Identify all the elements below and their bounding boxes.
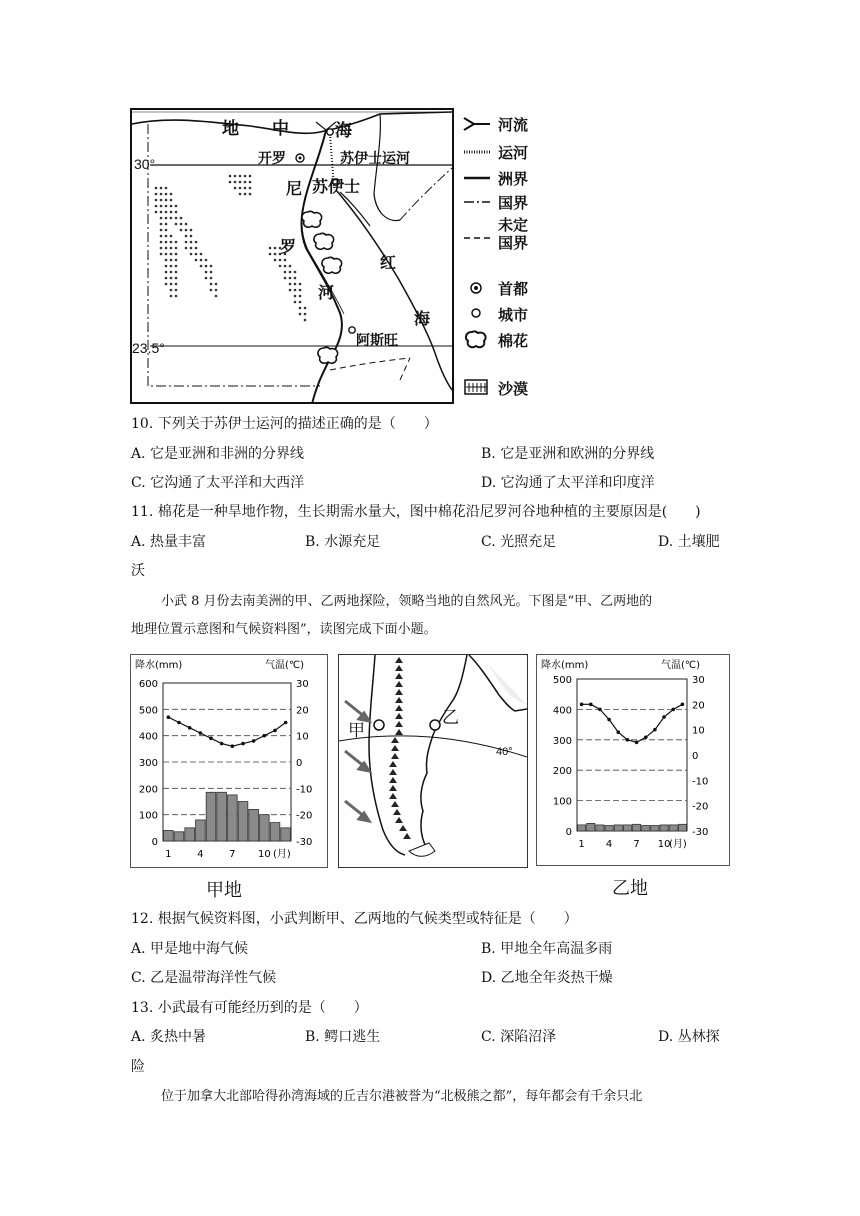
precip-bar: [596, 825, 604, 831]
q10-stem: 10. 下列关于苏伊士运河的描述正确的是（ ）: [131, 416, 438, 432]
q13-option-d[interactable]: D. 丛林探: [658, 1029, 720, 1045]
desert-icon: [465, 380, 487, 394]
y-tick-precip: 600: [138, 679, 158, 690]
map-label-suez-canal: 苏伊士运河: [340, 151, 410, 167]
ylabel-temp: 气温(℃): [265, 660, 305, 671]
y-tick-precip: 200: [552, 766, 572, 778]
precip-bar: [260, 815, 270, 841]
x-tick-month: 4: [605, 839, 613, 850]
y-tick-precip: 100: [138, 810, 158, 822]
temp-point: [167, 715, 171, 719]
q12-stem: 12. 根据气候资料图，小武判断甲、乙两地的气候类型或特征是（ ）: [131, 911, 578, 927]
q12-option-b[interactable]: B. 甲地全年高温多雨: [481, 941, 613, 957]
temp-point: [284, 721, 288, 725]
y-tick-temp: 0: [692, 751, 699, 762]
ylabel-temp: 气温(℃): [661, 660, 701, 671]
temp-point: [616, 730, 620, 734]
q12-option-d[interactable]: D. 乙地全年炎热干燥: [481, 970, 613, 986]
q13-option-b[interactable]: B. 鳄口逃生: [305, 1029, 381, 1045]
river-icon: [464, 118, 490, 130]
precip-bar: [270, 823, 280, 841]
legend-label-river: 河流: [498, 116, 529, 134]
temp-point: [626, 738, 630, 742]
temp-point: [188, 726, 192, 730]
q10-option-b[interactable]: B. 它是亚洲和欧洲的分界线: [481, 446, 655, 462]
temp-point: [653, 728, 657, 732]
y-tick-temp: -10: [296, 784, 313, 796]
map-legend: [462, 112, 542, 402]
map-label-nile-3: 河: [318, 283, 335, 302]
lat-23-label: 23.5°: [132, 340, 165, 356]
x-tick-month: 4: [197, 849, 204, 860]
legend-label-national: 国界: [498, 194, 529, 212]
precip-bar: [642, 826, 650, 831]
map-label-nile-1: 尼: [286, 179, 303, 198]
precip-bar: [281, 828, 291, 841]
y-tick-temp: -30: [296, 837, 313, 848]
map-label-med-1: 地: [222, 119, 239, 139]
precip-bar: [238, 802, 248, 842]
precip-bar: [185, 828, 195, 841]
x-tick-month: 1: [165, 849, 172, 860]
y-tick-precip: 200: [138, 784, 158, 796]
temp-point: [580, 703, 584, 707]
temp-point: [252, 739, 256, 743]
precip-bar: [206, 792, 216, 841]
x-tick-month: 10: [657, 839, 671, 850]
y-tick-precip: 0: [151, 837, 158, 848]
q11-option-b[interactable]: B. 水源充足: [305, 534, 381, 550]
south-america-map: [338, 654, 528, 868]
y-tick-precip: 300: [552, 735, 572, 747]
intro-paragraph-1: 小武 8 月份去南美洲的甲、乙两地探险，领略当地的自然风光。下图是“甲、乙两地的: [161, 594, 653, 609]
map-label-med-3: 海: [335, 121, 352, 141]
precip-bar: [228, 795, 238, 841]
y-tick-temp: 0: [296, 758, 303, 769]
temp-point: [635, 741, 639, 745]
y-tick-temp: 30: [296, 679, 309, 690]
y-tick-precip: 100: [552, 796, 572, 808]
temp-point: [177, 721, 181, 725]
q10-option-a[interactable]: A. 它是亚洲和非洲的分界线: [131, 446, 305, 462]
temp-point: [671, 708, 675, 712]
temp-line: [168, 717, 285, 746]
map-label-cairo: 开罗: [258, 151, 286, 167]
temp-point: [199, 731, 203, 735]
legend-label-city: 城市: [498, 306, 529, 324]
x-tick-month: 10: [257, 849, 271, 860]
map2-label-yi: 乙: [442, 708, 459, 728]
legend-label-canal: 运河: [498, 144, 529, 162]
q13-option-d-cont: 险: [131, 1059, 145, 1075]
temp-point: [607, 718, 611, 722]
q11-stem: 11. 棉花是一种旱地作物，生长期需水量大，图中棉花沿尼罗河谷地种植的主要原因是( ): [131, 504, 701, 520]
y-tick-temp: 10: [692, 725, 705, 737]
ylabel-precip: 降水(mm): [541, 660, 589, 671]
map2-label-lat40: 40°: [496, 746, 513, 758]
precip-bar: [164, 830, 174, 841]
x-tick-month: 7: [633, 839, 640, 850]
caption-jia: 甲地: [206, 880, 242, 901]
intro-paragraph-2: 位于加拿大北部哈得孙湾海域的丘吉尔港被誉为“北极熊之都”，每年都会有千余只北: [161, 1089, 643, 1104]
map-label-med-2: 中: [272, 119, 289, 139]
q10-option-c[interactable]: C. 它沟通了太平洋和大西洋: [131, 475, 305, 491]
precip-bar: [587, 823, 595, 831]
y-tick-temp: 10: [296, 731, 309, 743]
temp-point: [241, 742, 245, 746]
temp-point: [231, 744, 235, 748]
temp-point: [220, 742, 224, 746]
map2-label-jia: 甲: [348, 721, 365, 741]
legend-label-cotton: 棉花: [498, 332, 529, 350]
precip-bar: [669, 825, 677, 831]
q13-stem: 13. 小武最有可能经历到的是（ ）: [131, 1000, 368, 1016]
map-label-aswan: 阿斯旺: [356, 333, 398, 349]
q11-option-a[interactable]: A. 热量丰富: [131, 534, 207, 550]
precip-bar: [623, 825, 631, 831]
climate-chart-yi: [536, 654, 730, 866]
q11-option-d-cont: 沃: [131, 563, 145, 579]
precip-bar: [174, 832, 184, 841]
map-label-red-sea-2: 海: [414, 309, 431, 328]
precip-bar: [660, 825, 668, 831]
y-tick-precip: 400: [552, 705, 572, 717]
legend-label-undetermined: 未定国界: [498, 216, 529, 252]
x-axis-unit: (月): [273, 849, 291, 860]
intro-paragraph-1b: 地理位置示意图和气候资料图”，读图完成下面小题。: [131, 622, 437, 637]
city-icon: [472, 309, 480, 317]
precip-bar: [196, 820, 206, 841]
temp-point: [273, 729, 277, 733]
legend-label-continent: 洲界: [498, 170, 529, 188]
y-tick-precip: 500: [138, 705, 158, 717]
y-tick-temp: -20: [296, 810, 313, 822]
precip-bar: [651, 826, 659, 831]
q11-option-c[interactable]: C. 光照充足: [481, 534, 557, 550]
temp-point: [662, 715, 666, 719]
precip-bar: [678, 824, 686, 831]
q10-option-d[interactable]: D. 它沟通了太平洋和印度洋: [481, 475, 655, 491]
precip-bar: [605, 826, 613, 831]
caption-yi: 乙地: [612, 878, 648, 899]
precip-bar: [249, 809, 259, 841]
lat-30-label: 30°: [134, 156, 156, 172]
map-label-nile-2: 罗: [280, 237, 297, 256]
temp-point: [681, 703, 685, 707]
y-tick-precip: 400: [138, 731, 158, 743]
ylabel-precip: 降水(mm): [135, 660, 183, 671]
legend-label-desert: 沙漠: [498, 380, 529, 398]
legend-label-capital: 首都: [498, 280, 529, 298]
x-tick-month: 1: [578, 839, 585, 850]
q13-option-c[interactable]: C. 深陷沼泽: [481, 1029, 557, 1045]
q12-option-c[interactable]: C. 乙是温带海洋性气候: [131, 970, 277, 986]
cotton-icon: [466, 331, 486, 347]
y-tick-temp: 20: [296, 705, 309, 717]
y-tick-temp: -20: [692, 801, 709, 813]
y-tick-temp: 30: [692, 675, 705, 686]
temp-point: [263, 734, 267, 738]
y-tick-precip: 500: [552, 675, 572, 686]
precip-bar: [633, 824, 641, 831]
q11-option-d[interactable]: D. 土壤肥: [658, 534, 720, 550]
x-axis-unit: (月): [669, 839, 687, 850]
precip-bar: [578, 825, 586, 831]
temp-point: [598, 708, 602, 712]
y-tick-temp: -10: [692, 776, 709, 788]
y-tick-temp: 20: [692, 700, 705, 712]
temp-point: [644, 735, 648, 739]
precip-bar: [614, 825, 622, 831]
precip-bar: [217, 792, 227, 841]
temp-line: [582, 704, 683, 742]
temp-point: [209, 737, 213, 741]
y-tick-precip: 300: [138, 758, 158, 769]
q13-option-a[interactable]: A. 炙热中暑: [131, 1029, 207, 1045]
q12-option-a[interactable]: A. 甲是地中海气候: [131, 941, 249, 957]
plot-frame: [577, 679, 687, 831]
x-tick-month: 7: [229, 849, 236, 860]
y-tick-temp: -30: [692, 827, 709, 838]
climate-chart-jia: [130, 654, 328, 868]
map-label-suez: 苏伊士: [312, 177, 361, 196]
capital-icon: [471, 283, 481, 293]
temp-point: [589, 703, 593, 707]
y-tick-precip: 0: [565, 827, 572, 838]
map-label-red-sea-1: 红: [380, 253, 397, 272]
